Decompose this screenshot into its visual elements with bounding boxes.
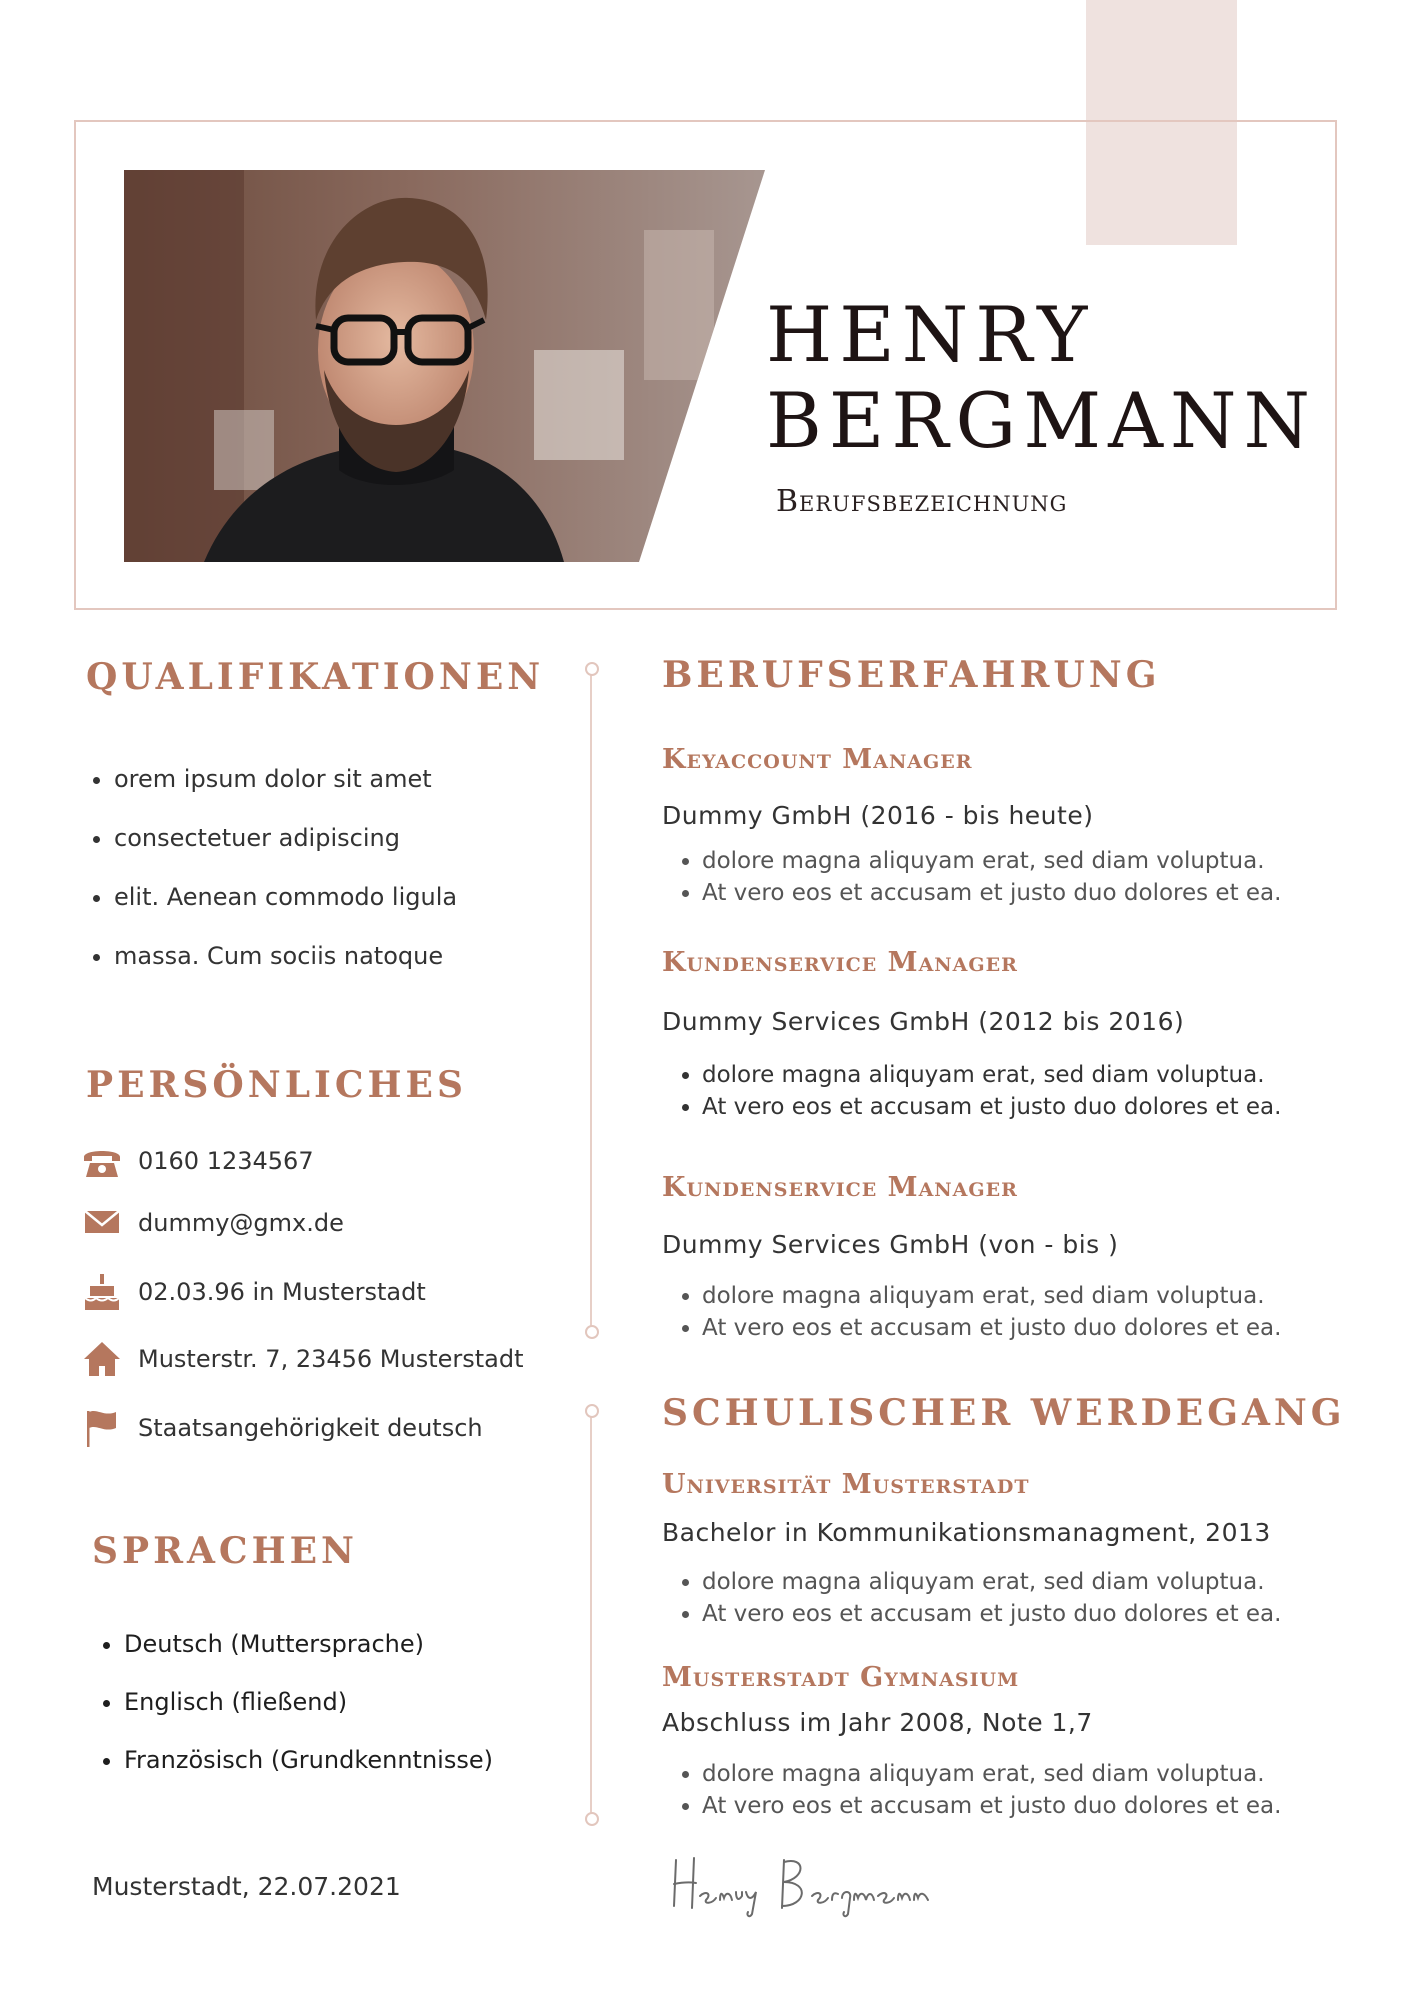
phone-icon — [82, 1141, 122, 1181]
job-bullets — [662, 845, 1281, 909]
job-bullets — [662, 1059, 1281, 1123]
school-name: Musterstadt Gymnasium — [662, 1662, 1020, 1693]
list-item: • Englisch (fließend) — [124, 1673, 493, 1731]
experience-heading: BERUFSERFAHRUNG — [662, 654, 1161, 696]
languages-heading: SPRACHEN — [92, 1530, 358, 1572]
contact-phone — [82, 1141, 314, 1181]
list-item: • At vero eos et accusam et justo duo dolores et ea. — [702, 1091, 1281, 1123]
school-degree: Abschluss im Jahr 2008, Note 1,7 — [662, 1708, 1093, 1737]
job-role: Keyaccount Manager — [662, 744, 973, 775]
list-item: • elit. Aenean commodo ligula — [114, 868, 457, 927]
job-title: Berufsbezeichnung — [776, 484, 1068, 519]
list-item: • massa. Cum sociis natoque — [114, 927, 457, 986]
qualifications-list — [84, 750, 457, 986]
first-name: HENRY — [766, 290, 1095, 379]
personal-heading: PERSÖNLICHES — [86, 1064, 467, 1106]
profile-photo — [124, 170, 765, 562]
list-item: • consectetuer adipiscing — [114, 809, 457, 868]
timeline-dot — [585, 1812, 599, 1826]
home-icon — [82, 1339, 122, 1379]
person-name — [766, 292, 1317, 464]
languages-list — [94, 1615, 493, 1789]
timeline-dot — [585, 662, 599, 676]
timeline-experience — [590, 672, 592, 1334]
list-item: • Deutsch (Muttersprache) — [124, 1615, 493, 1673]
list-item: • Französisch (Grundkenntnisse) — [124, 1731, 493, 1789]
email-text: dummy@gmx.de — [138, 1209, 344, 1237]
signature — [666, 1852, 946, 1922]
job-bullets — [662, 1280, 1281, 1344]
list-item: • At vero eos et accusam et justo duo dolores et ea. — [702, 877, 1281, 909]
list-item: • dolore magna aliquyam erat, sed diam voluptua. — [702, 845, 1281, 877]
list-item: • dolore magna aliquyam erat, sed diam voluptua. — [702, 1566, 1281, 1598]
list-item: • At vero eos et accusam et justo duo dolores et ea. — [702, 1598, 1281, 1630]
list-item: • orem ipsum dolor sit amet — [114, 750, 457, 809]
school-bullets — [662, 1758, 1281, 1822]
education-heading: SCHULISCHER WERDEGANG — [662, 1392, 1346, 1434]
list-item: • At vero eos et accusam et justo duo dolores et ea. — [702, 1312, 1281, 1344]
last-name: BERGMANN — [766, 376, 1317, 465]
qualifications-heading: QUALIFIKATIONEN — [86, 656, 545, 698]
job-role: Kundenservice Manager — [662, 1172, 1018, 1203]
job-company: Dummy GmbH (2016 - bis heute) — [662, 801, 1094, 830]
job-company: Dummy Services GmbH (2012 bis 2016) — [662, 1007, 1185, 1036]
place-date: Musterstadt, 22.07.2021 — [92, 1872, 401, 1901]
timeline-education — [590, 1414, 592, 1820]
nationality-text: Staatsangehörigkeit deutsch — [138, 1414, 483, 1442]
timeline-dot — [585, 1325, 599, 1339]
address-text: Musterstr. 7, 23456 Musterstadt — [138, 1345, 524, 1373]
list-item: • dolore magna aliquyam erat, sed diam voluptua. — [702, 1758, 1281, 1790]
contact-nationality — [82, 1408, 483, 1448]
list-item: • dolore magna aliquyam erat, sed diam voluptua. — [702, 1280, 1281, 1312]
school-name: Universität Musterstadt — [662, 1469, 1030, 1500]
birth-text: 02.03.96 in Musterstadt — [138, 1278, 426, 1306]
job-role: Kundenservice Manager — [662, 947, 1018, 978]
mail-icon — [82, 1203, 122, 1243]
contact-birth — [82, 1272, 426, 1312]
contact-address — [82, 1339, 524, 1379]
flag-icon — [82, 1408, 122, 1448]
school-bullets — [662, 1566, 1281, 1630]
cake-icon — [82, 1272, 122, 1312]
job-company: Dummy Services GmbH (von - bis ) — [662, 1230, 1119, 1259]
timeline-dot — [585, 1404, 599, 1418]
contact-email — [82, 1203, 344, 1243]
list-item: • At vero eos et accusam et justo duo dolores et ea. — [702, 1790, 1281, 1822]
phone-text: 0160 1234567 — [138, 1147, 314, 1175]
list-item: • dolore magna aliquyam erat, sed diam voluptua. — [702, 1059, 1281, 1091]
school-degree: Bachelor in Kommunikationsmanagment, 2013 — [662, 1518, 1271, 1547]
